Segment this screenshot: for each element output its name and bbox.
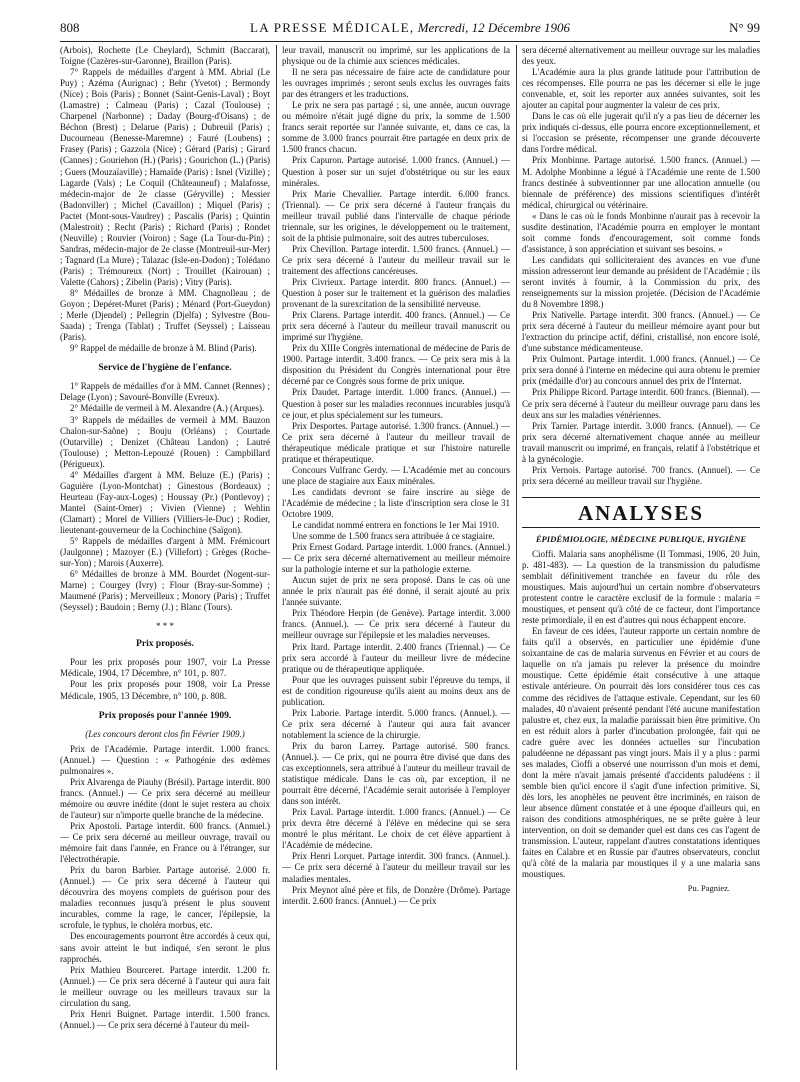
paragraph: 3° Rappels de médailles de vermeil à MM. Bauzon Chalon-sur-Saône) ; Bouju (Orléans) ; Courtade (Outarville) ; Denizet (Château Landon) ; Lautré (Toulouse) ; Metton-Lepouzé (Rouen) : Campbillard (Périgueux). bbox=[60, 414, 270, 469]
paragraph: Prix Daudet. Partage interdit. 1.000 francs. (Annuel.) — Question à poser sur les maladies reconnues incurables jusqu'à ce jour, et plus spécialement sur les tumeurs. bbox=[282, 387, 510, 420]
paragraph: Prix Marie Chevallier. Partage interdit. 6.000 francs. (Triennal). — Ce prix sera décerné à l'auteur français du meilleur travail publié dans l'intervalle de chaque période triennale, sur les origines, le développement ou le traitement, soit de la phtisie pulmonaire, soit des autres tuberculoses. bbox=[282, 188, 510, 243]
section-heading: Prix proposés. bbox=[136, 639, 194, 650]
paragraph: Prix Ernest Godard. Partage interdit. 1.000 francs. (Annuel.) — Ce prix sera décerné alternativement au meilleur mémoire sur la pathologie interne et sur la pathologie externe. bbox=[282, 542, 510, 575]
issue-date: Mercredi, 12 Décembre 1906 bbox=[414, 20, 571, 35]
paragraph: 8° Médailles de bronze à MM. Chagnolleau ; de Goyon ; Depéret-Muret (Paris) ; Ménard (Port-Gueydon) ; Merle (Djendel) ; Pellegrin (Djelfa) ; Sylvestre (Bou-Saada) ; Trenga (Tablat) ; Truffet (Seyssel) ; Laisseau (Paris). bbox=[60, 288, 270, 343]
paragraph: Prix Henri Buignet. Partage interdit. 1.500 francs. (Annuel.) — Ce prix sera décerné à l'auteur du meil- bbox=[60, 1008, 270, 1030]
paragraph: Prix du XIIIe Congrès international de médecine de Paris de 1900. Partage interdit. 3.400 francs. — Ce prix sera mis à la disposition du Président du Congrès international pour être décerné par ce Congrès sous forme de prix unique. bbox=[282, 343, 510, 387]
journal-name: LA PRESSE MÉDICALE, bbox=[249, 20, 415, 35]
paragraph: Prix Chevillon. Partage interdit. 1.500 francs. (Annuel.) — Ce prix sera décerné à l'auteur du meilleur travail sur le traitement des affections cancéreuses. bbox=[282, 243, 510, 276]
page-header bbox=[60, 20, 760, 38]
journal-title bbox=[60, 20, 760, 36]
paragraph: Prix Clarens. Partage interdit. 400 francs. (Annuel.) — Ce prix sera décerné à l'auteur du meilleur travail manuscrit ou imprimé sur l'hygiène. bbox=[282, 310, 510, 343]
paragraph: Cioffi. Malaria sans anophélisme (Il Tommasi, 1906, 20 Juin, p. 481-483). — La question de la transmission du paludisme semblait définitivement tranchée en faveur du rôle des moustiques. Mais aujourd'hui un certain nombre d'observateurs protestent contre le caractère exclusif de la formule : malaria = moustiques, et pensent qu'à côté de ce facteur, dont l'importance reste primordiale, il en est d'autres qui nous échappent encore. bbox=[522, 548, 760, 626]
paragraph: En faveur de ces idées, l'auteur rapporte un certain nombre de faits qu'il a observés, en particulier une épidémie d'une soixantaine de cas de malaria survenus en Février et au cours de laquelle on n'a jamais pu relever la présence du moindre moustique. Cette épidémie était consécutive à une attaque estivale antérieure. On pourrait dès lors considérer tous ces cas comme des récidives de l'attaque estivale. Cependant, sur les 60 malades, 40 n'avaient présenté pendant l'été aucune manifestation palustre et, chez eux, la maladie paraissait bien être primitive. On en est réduit alors à parler d'incubation prolongée, fait qui ne cadre guère avec les données actuelles sur l'incubation paludéenne ne dépassant pas vingt jours. Mais il y a plus : parmi ses malades, Cioffi a observé une nourrisson d'un mois et demi, dont la mère n'avait jamais présenté d'accidents paludéens : il semble bien qu'ici encore il s'agit d'une infection primitive. Si, dès lors, les anophèles ne peuvent être incriminés, en raison de leur absence dûment constatée et à une époque d'ailleurs qui, en raison des conditions atmosphériques, ne se prête guère à leur intervention, on doit se demander quel est dans ces cas l'agent de transmission. L'auteur, rappelant d'autres constatations identiques faites en Calabre et en Russie par d'autres observateurs, conclut qu'à côté de la malaria par moustiques il y a une malaria sans moustiques. bbox=[522, 626, 760, 880]
paragraph: Prix Alvarenga de Piauhy (Brésil). Partage interdit. 800 francs. (Annuel.) — Ce prix sera décerné au meilleur mémoire ou œuvre inédite (dont le sujet restera au choix de l'auteur) sur n'importe quelle branche de la médecine. bbox=[60, 776, 270, 820]
column-1 bbox=[60, 45, 270, 1070]
column-divider bbox=[516, 45, 517, 1070]
paragraph: (Arbois), Rochette (Le Cheylard), Schmitt (Baccarat), Toigne (Cazères-sur-Garonne), Braillon (Paris). bbox=[60, 45, 270, 67]
section-separator: * * * bbox=[156, 621, 174, 632]
paragraph: Prix Nativelle. Partage interdit. 300 francs. (Annuel.) — Ce prix sera décerné à l'auteur du meilleur mémoire ayant pour but l'extraction du principe actif, défini, cristallisé, non encore isolé, d'une substance médicamenteuse. bbox=[522, 310, 760, 354]
paragraph: Prix Desportes. Partage autorisé. 1.300 francs. (Annuel.) — Ce prix sera décerné à l'auteur du meilleur travail de thérapeutique médicale pratique et sur l'histoire naturelle pratique et thérapeutique. bbox=[282, 420, 510, 464]
column-2 bbox=[282, 45, 510, 1070]
paragraph: Prix Oulmont. Partage interdit. 1.000 francs. (Annuel.) — Ce prix sera donné à l'interne en médecine qui aura obtenu le premier prix (médaille d'or) au concours annuel des prix de l'Internat. bbox=[522, 354, 760, 387]
issue-number: N° 99 bbox=[729, 20, 760, 35]
paragraph: 5° Rappels de médailles d'argent à MM. Frémicourt (Jaulgonne) ; Mazoyer (E.) (Villefort) ; Grèges (Roche-sur-Yon) ; Marois (Auxerre). bbox=[60, 536, 270, 569]
paragraph: Prix Tarnier. Partage interdit. 3.000 francs. (Annuel). — Ce prix sera décerné alternativement chaque année au meilleur travail manuscrit ou imprimé, en français, relatif à l'obstétrique et à la gynécologie. bbox=[522, 420, 760, 464]
author-signature: Pu. Pagniez. bbox=[687, 883, 730, 894]
paragraph: Prix Mathieu Bourceret. Partage interdit. 1.200 fr. (Annuel.) — Ce prix sera décerné à l'auteur qui aura fait le meilleur ouvrage ou les meilleurs travaux sur la circulation du sang. bbox=[60, 964, 270, 1008]
paragraph: Les candidats qui solliciteraient des avances en vue d'une mission adresseront leur demande au président de l'Académie ; ils seront invités à fournir, à la Commission du prix, des renseignements sur la mission projetée. (Décision de l'Académie du 8 Novembre 1898.) bbox=[522, 254, 760, 310]
paragraph: Les candidats devront se faire inscrire au siège de l'Académie de médecine ; la liste d'inscription sera close le 31 Octobre 1909. bbox=[282, 486, 510, 519]
analyses-subheading: ÉPIDÉMIOLOGIE, MÉDECINE PUBLIQUE, HYGIÈNE bbox=[535, 533, 747, 544]
paragraph: Prix Laval. Partage interdit. 1.000 francs. (Annuel.) — Ce prix devra être décerné à l'élève en médecine qui se sera montré le plus méritant. Le choix de cet élève appartient à l'Académie de médecine. bbox=[282, 807, 510, 851]
paragraph: Prix Meynot aîné père et fils, de Donzère (Drôme). Partage interdit. 2.600 francs. (Annuel.) — Ce prix bbox=[282, 884, 510, 906]
paragraph: Prix Théodore Herpin (de Genève). Partage interdit. 3.000 francs. (Annuel.). — Ce prix sera décerné à l'auteur du meilleur ouvrage sur l'épilepsie et les maladies nerveuses. bbox=[282, 608, 510, 641]
paragraph: Prix Itard. Partage interdit. 2.400 francs (Triennal.) — Ce prix sera accordé à l'auteur du meilleur livre de médecine pratique ou de thérapeutique appliquée. bbox=[282, 641, 510, 674]
analyses-heading: ANALYSES bbox=[522, 497, 760, 528]
paragraph: Des encouragements pourront être accordés à ceux qui, sans avoir atteint le but indiqué, s'en seront le plus rapprochés. bbox=[60, 931, 270, 964]
paragraph: Prix Vernois. Partage autorisé. 700 francs. (Annuel). — Ce prix sera décerné au meilleur travail sur l'hygiène. bbox=[522, 464, 760, 486]
column-divider bbox=[276, 45, 277, 1070]
paragraph: Prix du baron Barbier. Partage autorisé. 2.000 fr. (Annuel.) — Ce prix sera décerné à l'auteur qui découvrira des moyens complets de guérison pour des maladies reconnues jusqu'à présent le plus souvent incurables, comme la rage, le cancer, l'épilepsie, la scrofule, le typhus, le choléra morbus, etc. bbox=[60, 865, 270, 931]
paragraph: Aucun sujet de prix ne sera proposé. Dans le cas où une année le prix n'aurait pas été donné, il serait ajouté au prix l'année suivante. bbox=[282, 575, 510, 608]
paragraph: « Dans le cas où le fonds Monbinne n'aurait pas à recevoir la susdite destination, l'Académie pourra en employer le montant soit comme fonds d'encouragement, soit comme fonds d'assistance, à son appréciation et suivant ses besoins. » bbox=[522, 210, 760, 254]
paragraph: Prix Civrieux. Partage interdit. 800 francs. (Annuel.) — Question à poser sur le traitement et la guérison des maladies provenant de la surexcitation de la sensibilité nerveuse. bbox=[282, 276, 510, 310]
paragraph: Dans le cas où elle jugerait qu'il n'y a pas lieu de décerner les prix indiqués ci-dessus, elle pourra encore exceptionnellement, et si l'occasion se présente, récompenser une grande découverte dans l'ordre médical. bbox=[522, 111, 760, 155]
paragraph: 9° Rappel de médaille de bronze à M. Blind (Paris). bbox=[70, 343, 257, 354]
paragraph: Prix du baron Larrey. Partage autorisé. 500 francs. (Annuel.). — Ce prix, qui ne pourra être divisé que dans des cas exceptionnels, sera attribué à l'auteur du meilleur travail de statistique médicale. Dans le cas où, par exception, il ne pourrait être décerné, l'Académie serait autorisée à l'employer dans son intérêt. bbox=[282, 740, 510, 807]
paragraph: 2° Médaille de vermeil à M. Alexandre (A.) (Arques). bbox=[70, 403, 265, 414]
paragraph: Prix Laborie. Partage interdit. 5.000 francs. (Annuel.). — Ce prix sera décerné à l'auteur qui aura fait avancer notablement la science de la chirurgie. bbox=[282, 707, 510, 740]
paragraph: Pour que les ouvrages puissent subir l'épreuve du temps, il est de condition rigoureuse qu'ils aient au moins deux ans de publication. bbox=[282, 674, 510, 707]
section-heading: Service de l'hygiène de l'enfance. bbox=[98, 363, 232, 374]
paragraph: leur travail, manuscrit ou imprimé, sur les applications de la physique ou de la chimie aux sciences médicales. bbox=[282, 45, 510, 67]
section-heading: Prix proposés pour l'année 1909. bbox=[98, 710, 232, 721]
paragraph: 7° Rappels de médailles d'argent à MM. Abrial (Le Puy) ; Azéma (Aurignac) ; Behr (Yvetot) ; Bermondy (Nice) ; Bois (Paris) ; Bonnet (Saint-Genis-Laval) ; Boyt (Lamastre) ; Calmeau (Paris) ; Cazal (Toulouse) ; Charpenel (Narbonne) ; Daday (Bourg-d'Oisans) ; de Béchon (Brest) ; Delarue (Paris) ; Dubreuil (Paris) ; Ducourneau (Benesse-Maremne) ; Fauré (Loubens) ; Frasey (Paris) ; Gazzola (Nice) ; Gérard (Paris) ; Girard (Cannes) ; Gouriehon (H.) (Paris) ; Gourichon (L.) (Paris) ; Guers (Mouzaïaville) ; Hamaïde (Paris) : Isnel (Vizille) ; Lagarde (Vals) ; Le Coquil (Châteauneuf) ; Malafosse, médecin-major de 2e classe (Géryville) ; Messier (Badonviller) ; Michel (Cavaillon) ; Miquel (Paris) ; Pactet (Mont-sous-Vaudrey) ; Pascalis (Paris) ; Quintin (Malestroit) ; Recht (Paris) ; Richard (Paris) ; Rondet (Neuville) ; Rouvier (Voiron) ; Sage (La Tour-du-Pin) ; Sandras, médecin-major de 2e classe (Montreuil-sur-Mer) ; Tagnard (La Mure) ; Talazac (Isle-en-Dodon) ; Tolédano (Paris) ; Trémoureux (Nort) ; Trouillet (Kairouan) ; Valette (Cahors) ; Zibelin (Paris) ; Vitry (Paris). bbox=[60, 67, 270, 287]
paragraph: 4° Médailles d'argent à MM. Beluze (E.) (Paris) ; Gaguière (Lyon-Montchat) ; Ginestous (Bordeaux) ; Heurteau (Fay-aux-Loges) ; Houssay (Pr.) (Pontlevoy) ; Mantel (Saint-Omer) ; Vivien (Vienne) ; Wehlin (Clamart) ; Morel de Villiers (Villiers-le-Duc) ; Rodier, lieutenant-gouverneur de la Cochinchine (Saïgon). bbox=[60, 469, 270, 535]
paragraph: Prix de l'Académie. Partage interdit. 1.000 francs. (Annuel.) — Question : « Pathogénie des œdèmes pulmonaires ». bbox=[60, 743, 270, 776]
header-rule bbox=[60, 41, 760, 42]
paragraph: 1° Rappels de médailles d'or à MM. Cannet (Rennes) ; Delage (Lyon) ; Savouré-Bonville (Evreux). bbox=[60, 381, 270, 403]
paragraph: Une somme de 1.500 francs sera attribuée à ce stagiaire. bbox=[292, 531, 495, 542]
paragraph: Prix Monbinne. Partage autorisé. 1.500 francs. (Annuel.) — M. Adolphe Monbinne a légué à l'Académie une rente de 1.500 francs destinée à subventionner par une allocation annuelle (ou biennale de préférence) des missions scientifiques d'intérêt médical, chirurgical ou vétérinaire. bbox=[522, 155, 760, 210]
paragraph: sera décerné alternativement au meilleur ouvrage sur les maladies des yeux. bbox=[522, 45, 760, 67]
page-number: 808 bbox=[60, 20, 80, 35]
paragraph: L'Académie aura la plus grande latitude pour l'attribution de ces récompenses. Elle pourra ne pas les décerner si elle le juge convenable, et, soit les reporter aux années suivantes, soit les ajouter au capital pour augmenter la valeur de ces prix. bbox=[522, 67, 760, 111]
paragraph: Concours Vulfranc Gerdy. — L'Académie met au concours une place de stagiaire aux Eaux minérales. bbox=[282, 464, 510, 486]
paragraph: 6° Médailles de bronze à MM. Bourdet (Nogent-sur-Marne) ; Courgey (Ivry) ; Flour (Bray-sur-Somme) ; Maumené (Paris) ; Merveilleux ; Monory (Paris) ; Truffet (Seyssel) ; Baudoin ; Berny (J.) ; Blanc (Tours). bbox=[60, 569, 270, 613]
column-3 bbox=[522, 45, 760, 1070]
paragraph: Prix Philippe Ricord. Partage interdit. 600 francs. (Biennal). — Ce prix sera décerné à l'auteur du meilleur ouvrage paru dans les deux ans sur les maladies vénériennes. bbox=[522, 387, 760, 420]
paragraph: Pour les prix proposés pour 1907, voir La Presse Médicale, 1904, 17 Décembre, n° 101, p. 807. bbox=[60, 657, 270, 679]
paragraph: Le candidat nommé entrera en fonctions le 1er Mai 1910. bbox=[292, 520, 499, 531]
paragraph: Prix Apostoli. Partage interdit. 600 francs. (Annuel.) — Ce prix sera décerné au meilleur ouvrage, travail ou mémoire fait dans l'année, en France ou à l'étranger, sur l'électrothérapie. bbox=[60, 821, 270, 865]
paragraph: Prix Capuron. Partage autorisé. 1.000 francs. (Annuel.) — Question à poser sur un sujet d'obstétrique ou sur les eaux minérales. bbox=[282, 155, 510, 188]
paragraph: Le prix ne sera pas partagé ; si, une année, aucun ouvrage ou mémoire n'était jugé digne du prix, la somme de 1.500 francs serait reportée sur l'année suivante, et, dans ce cas, la somme de 3.000 francs pourrait être partagée en deux prix de 1.500 francs chacun. bbox=[282, 100, 510, 155]
paragraph: Prix Henri Lorquet. Partage interdit. 300 francs. (Annuel.). — Ce prix sera décerné à l'auteur du meilleur travail sur les maladies mentales. bbox=[282, 851, 510, 884]
section-subheading: (Les concours deront clos fin Février 1909.) bbox=[85, 728, 245, 739]
paragraph: Pour les prix proposés pour 1908, voir La Presse Médicale, 1905, 13 Décembre, n° 100, p. 808. bbox=[60, 679, 270, 701]
paragraph: Il ne sera pas nécessaire de faire acte de candidature pour les ouvrages imprimés ; seront seuls exclus les ouvrages faits par des étrangers et les traductions. bbox=[282, 67, 510, 100]
